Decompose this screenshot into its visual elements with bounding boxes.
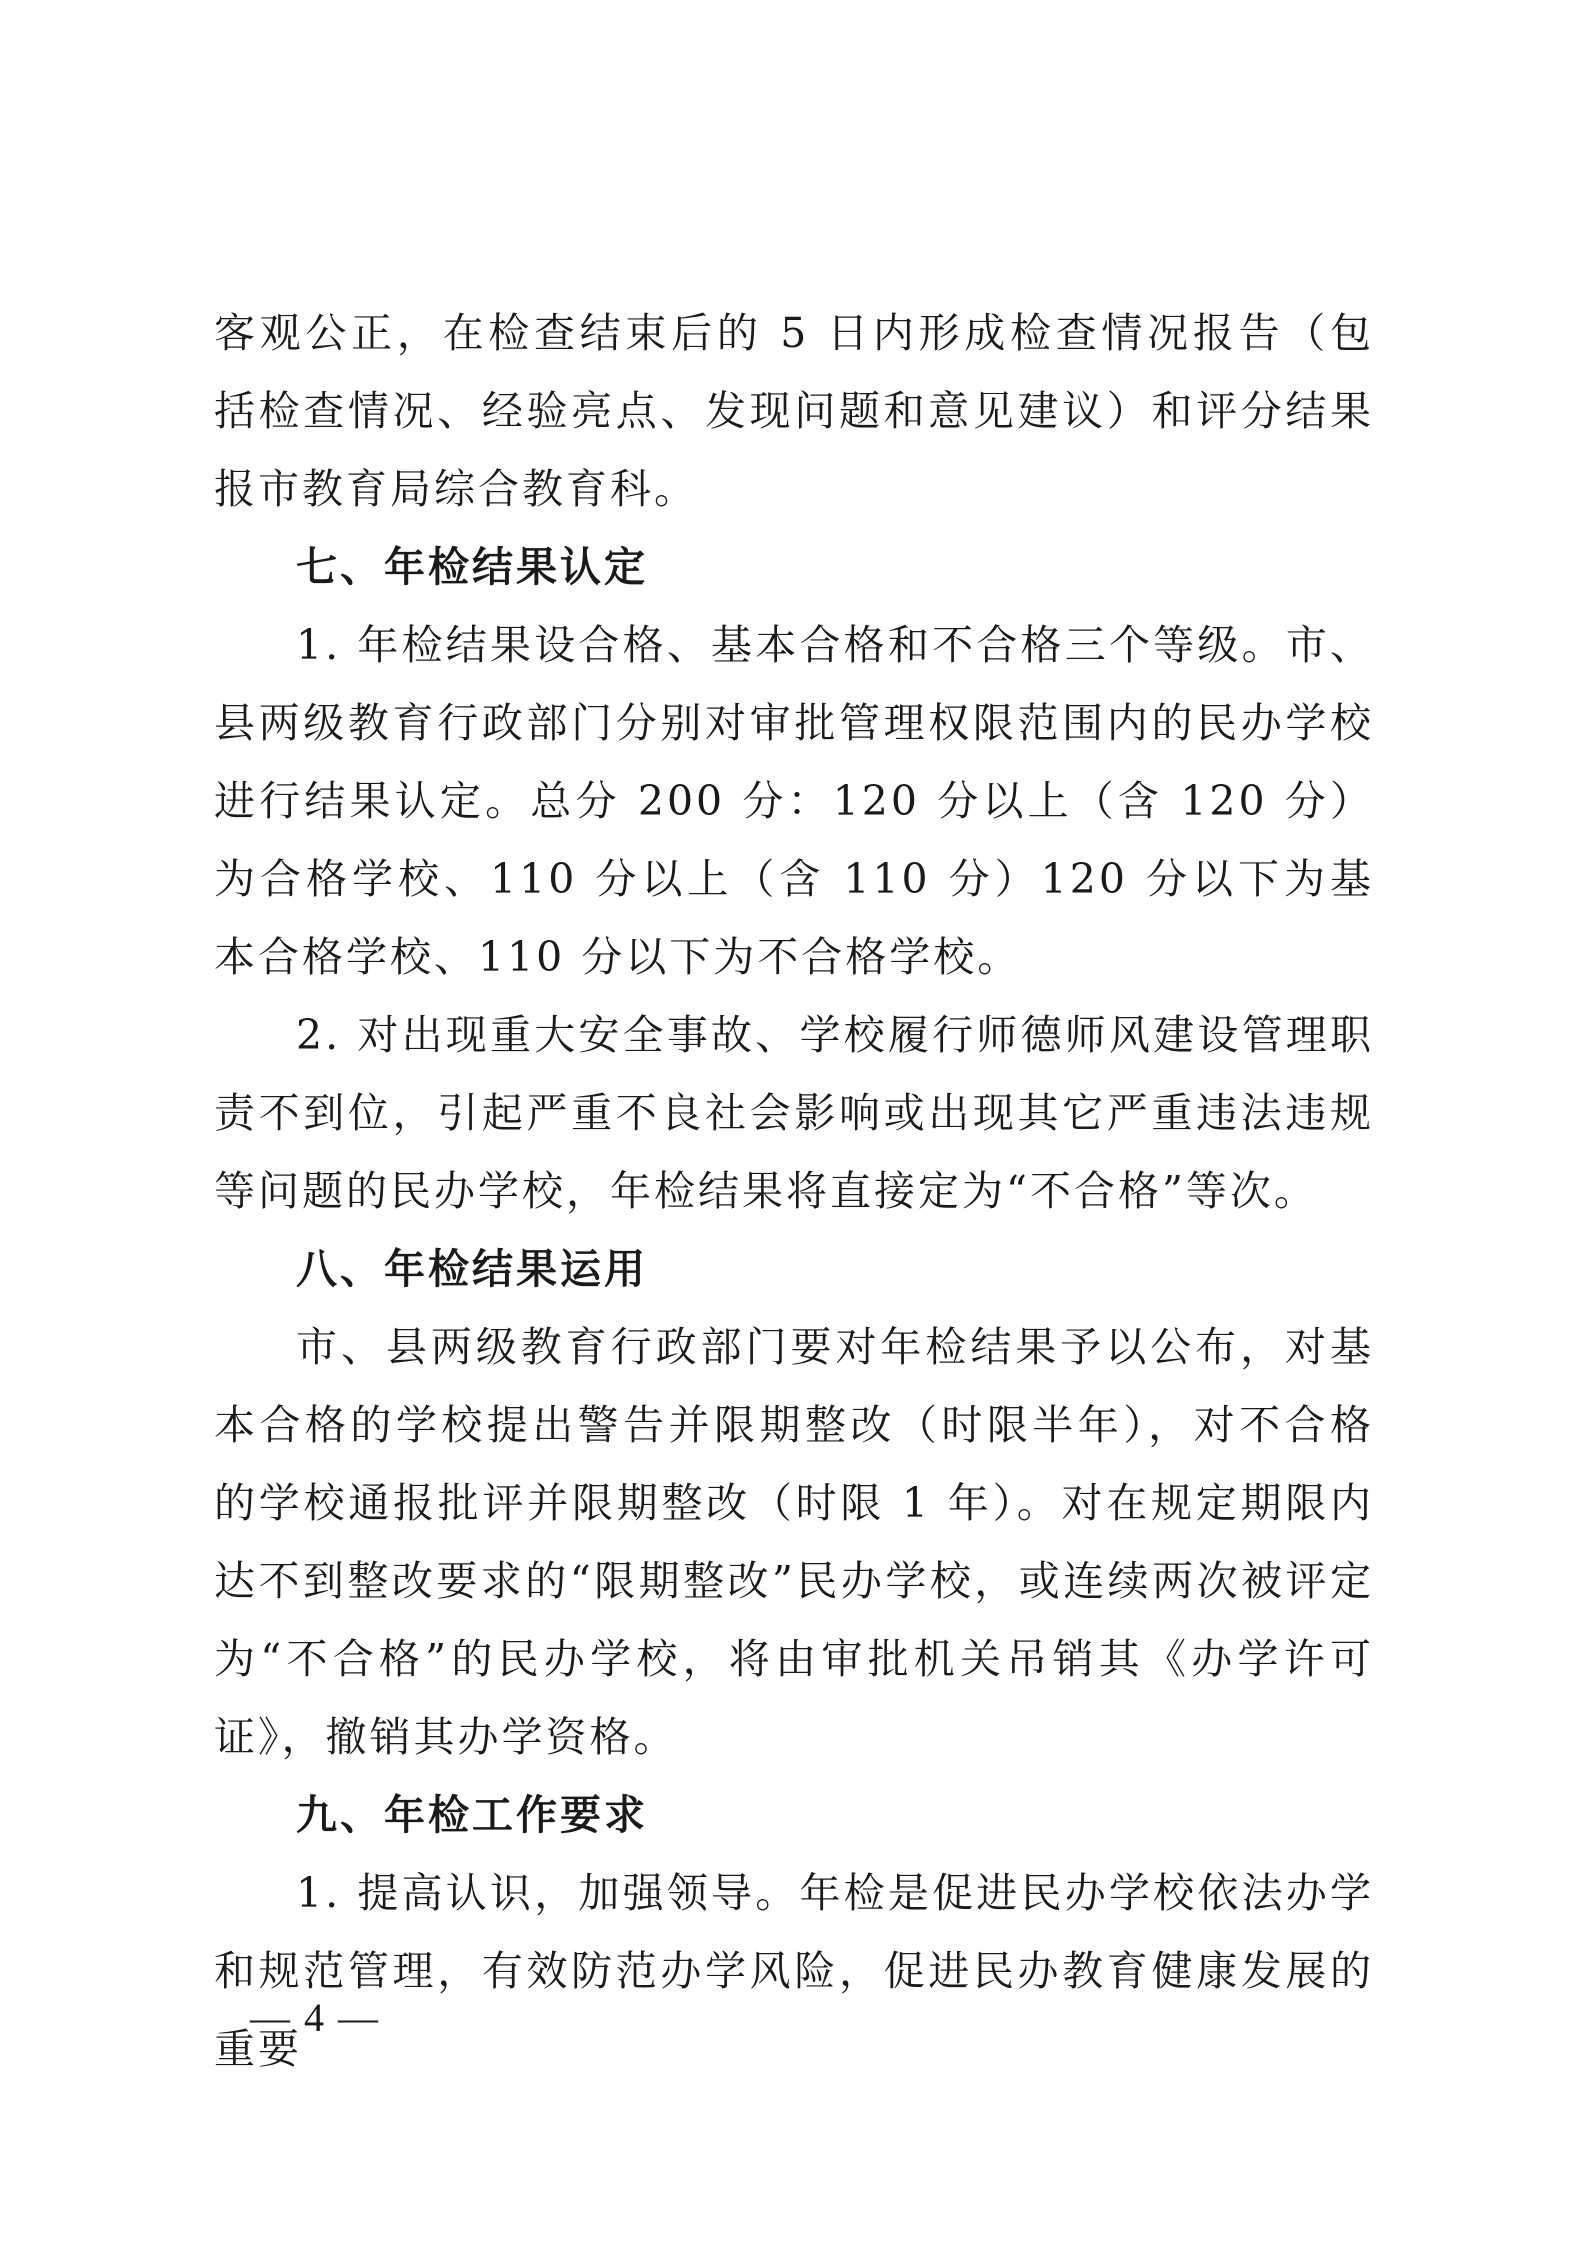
section-heading-9: 九、年检工作要求 [296,1791,648,1839]
paragraph-result-use: 市、县两级教育行政部门要对年检结果予以公布，对基本合格的学校提出警告并限期整改（时限半年），对不合格的学校通报批评并限期整改（时限 1 年）。对在规定期限内达不到整改要求的“限期整改”民办学校，或连续两次被评定为“不合格”的民办学校，将由审批机关吊销其《办学许可证》，撤销其办学资格。 [214,1323,1374,1761]
paragraph-leadership: 1. 提高认识，加强领导。年检是促进民办学校依法办学和规范管理，有效防范办学风险，促进民办教育健康发展的重要 [214,1869,1374,2073]
paragraph-direct-fail: 2. 对出现重大安全事故、学校履行师德师风建设管理职责不到位，引起严重不良社会影响或出现其它严重违法违规等问题的民办学校，年检结果将直接定为“不合格”等次。 [214,1011,1374,1215]
section-heading-8: 八、年检结果运用 [296,1245,648,1293]
paragraph-report-continuation: 客观公正，在检查结束后的 5 日内形成检查情况报告（包括检查情况、经验亮点、发现问题和意见建议）和评分结果报市教育局综合教育科。 [214,309,1374,513]
paragraph-result-grades: 1. 年检结果设合格、基本合格和不合格三个等级。市、县两级教育行政部门分别对审批管理权限范围内的民办学校进行结果认定。总分 200 分：120 分以上（含 120 分）为合格学校、110 分以上（含 110 分）120 分以下为基本合格学校、110 分以下为不合格学校。 [214,621,1374,981]
page-number: — 4 — [250,1995,380,2040]
section-heading-7: 七、年检结果认定 [296,543,648,591]
document-body [214,294,1374,2088]
